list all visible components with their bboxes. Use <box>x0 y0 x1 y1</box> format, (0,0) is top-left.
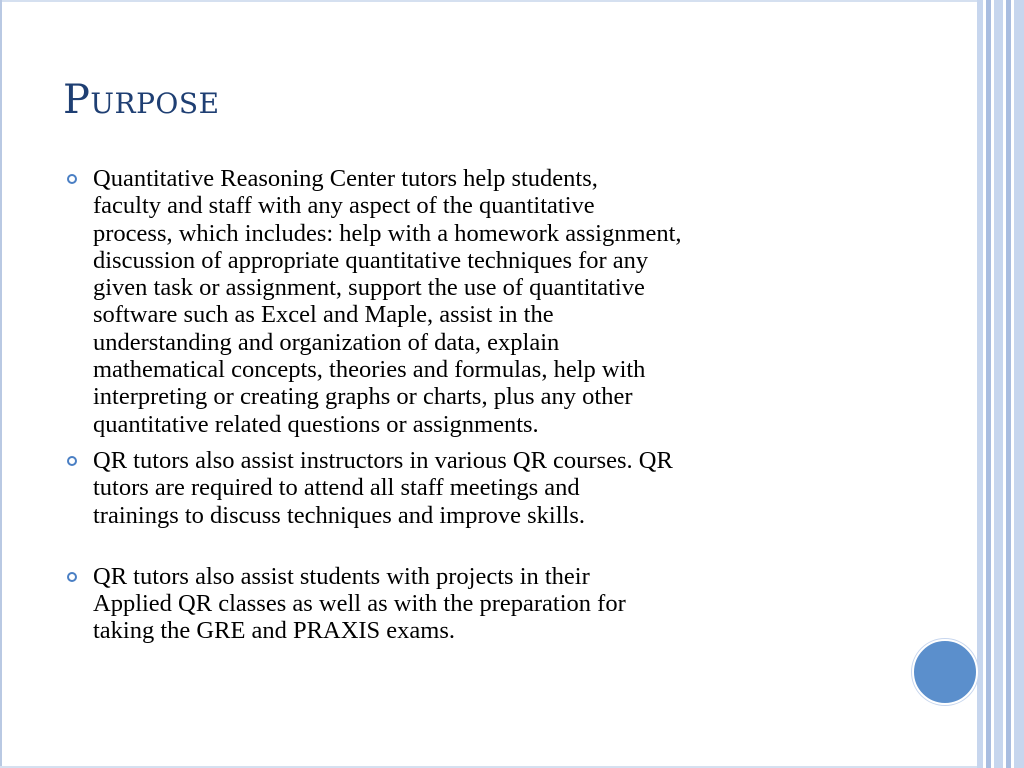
bullet-line: tutors are required to attend all staff meetings and <box>93 474 580 502</box>
bullet-line: QR tutors also assist students with projects in their <box>93 562 590 590</box>
bullet-line: taking the GRE and PRAXIS exams. <box>93 617 456 645</box>
slide-left-border <box>0 0 2 768</box>
bullet-line: interpreting or creating graphs or charts, plus any other <box>93 383 633 411</box>
bullet-circle-icon <box>67 174 77 184</box>
slide-top-border <box>0 0 1024 2</box>
bullet-line: software such as Excel and Maple, assist in the <box>93 301 554 329</box>
right-stripe <box>994 0 1003 768</box>
bullet-line: Applied QR classes as well as with the preparation for <box>93 590 626 618</box>
bullet-line: mathematical concepts, theories and formulas, help with <box>93 356 646 384</box>
bullet-circle-icon <box>67 456 77 466</box>
bullet-line: discussion of appropriate quantitative techniques for any <box>93 246 649 274</box>
bullet-line: quantitative related questions or assignments. <box>93 410 539 438</box>
bullet-line: given task or assignment, support the use of quantitative <box>93 274 645 302</box>
bullet-line: understanding and organization of data, explain <box>93 328 560 356</box>
bullet-item <box>63 447 923 529</box>
bullet-circle-icon <box>67 572 77 582</box>
decorative-circle <box>912 639 978 705</box>
bullet-line: Quantitative Reasoning Center tutors help students, <box>93 165 598 192</box>
bullet-item <box>63 165 923 438</box>
bullet-item <box>63 563 923 645</box>
bullet-line: QR tutors also assist instructors in various QR courses. QR <box>93 446 673 474</box>
right-stripe <box>1014 0 1024 768</box>
bullet-line: process, which includes: help with a homework assignment, <box>93 219 682 247</box>
bullet-list <box>63 165 923 645</box>
bullet-line: trainings to discuss techniques and improve skills. <box>93 501 585 529</box>
slide-title: Purpose <box>63 77 220 123</box>
bullet-line: faculty and staff with any aspect of the quantitative <box>93 192 595 220</box>
